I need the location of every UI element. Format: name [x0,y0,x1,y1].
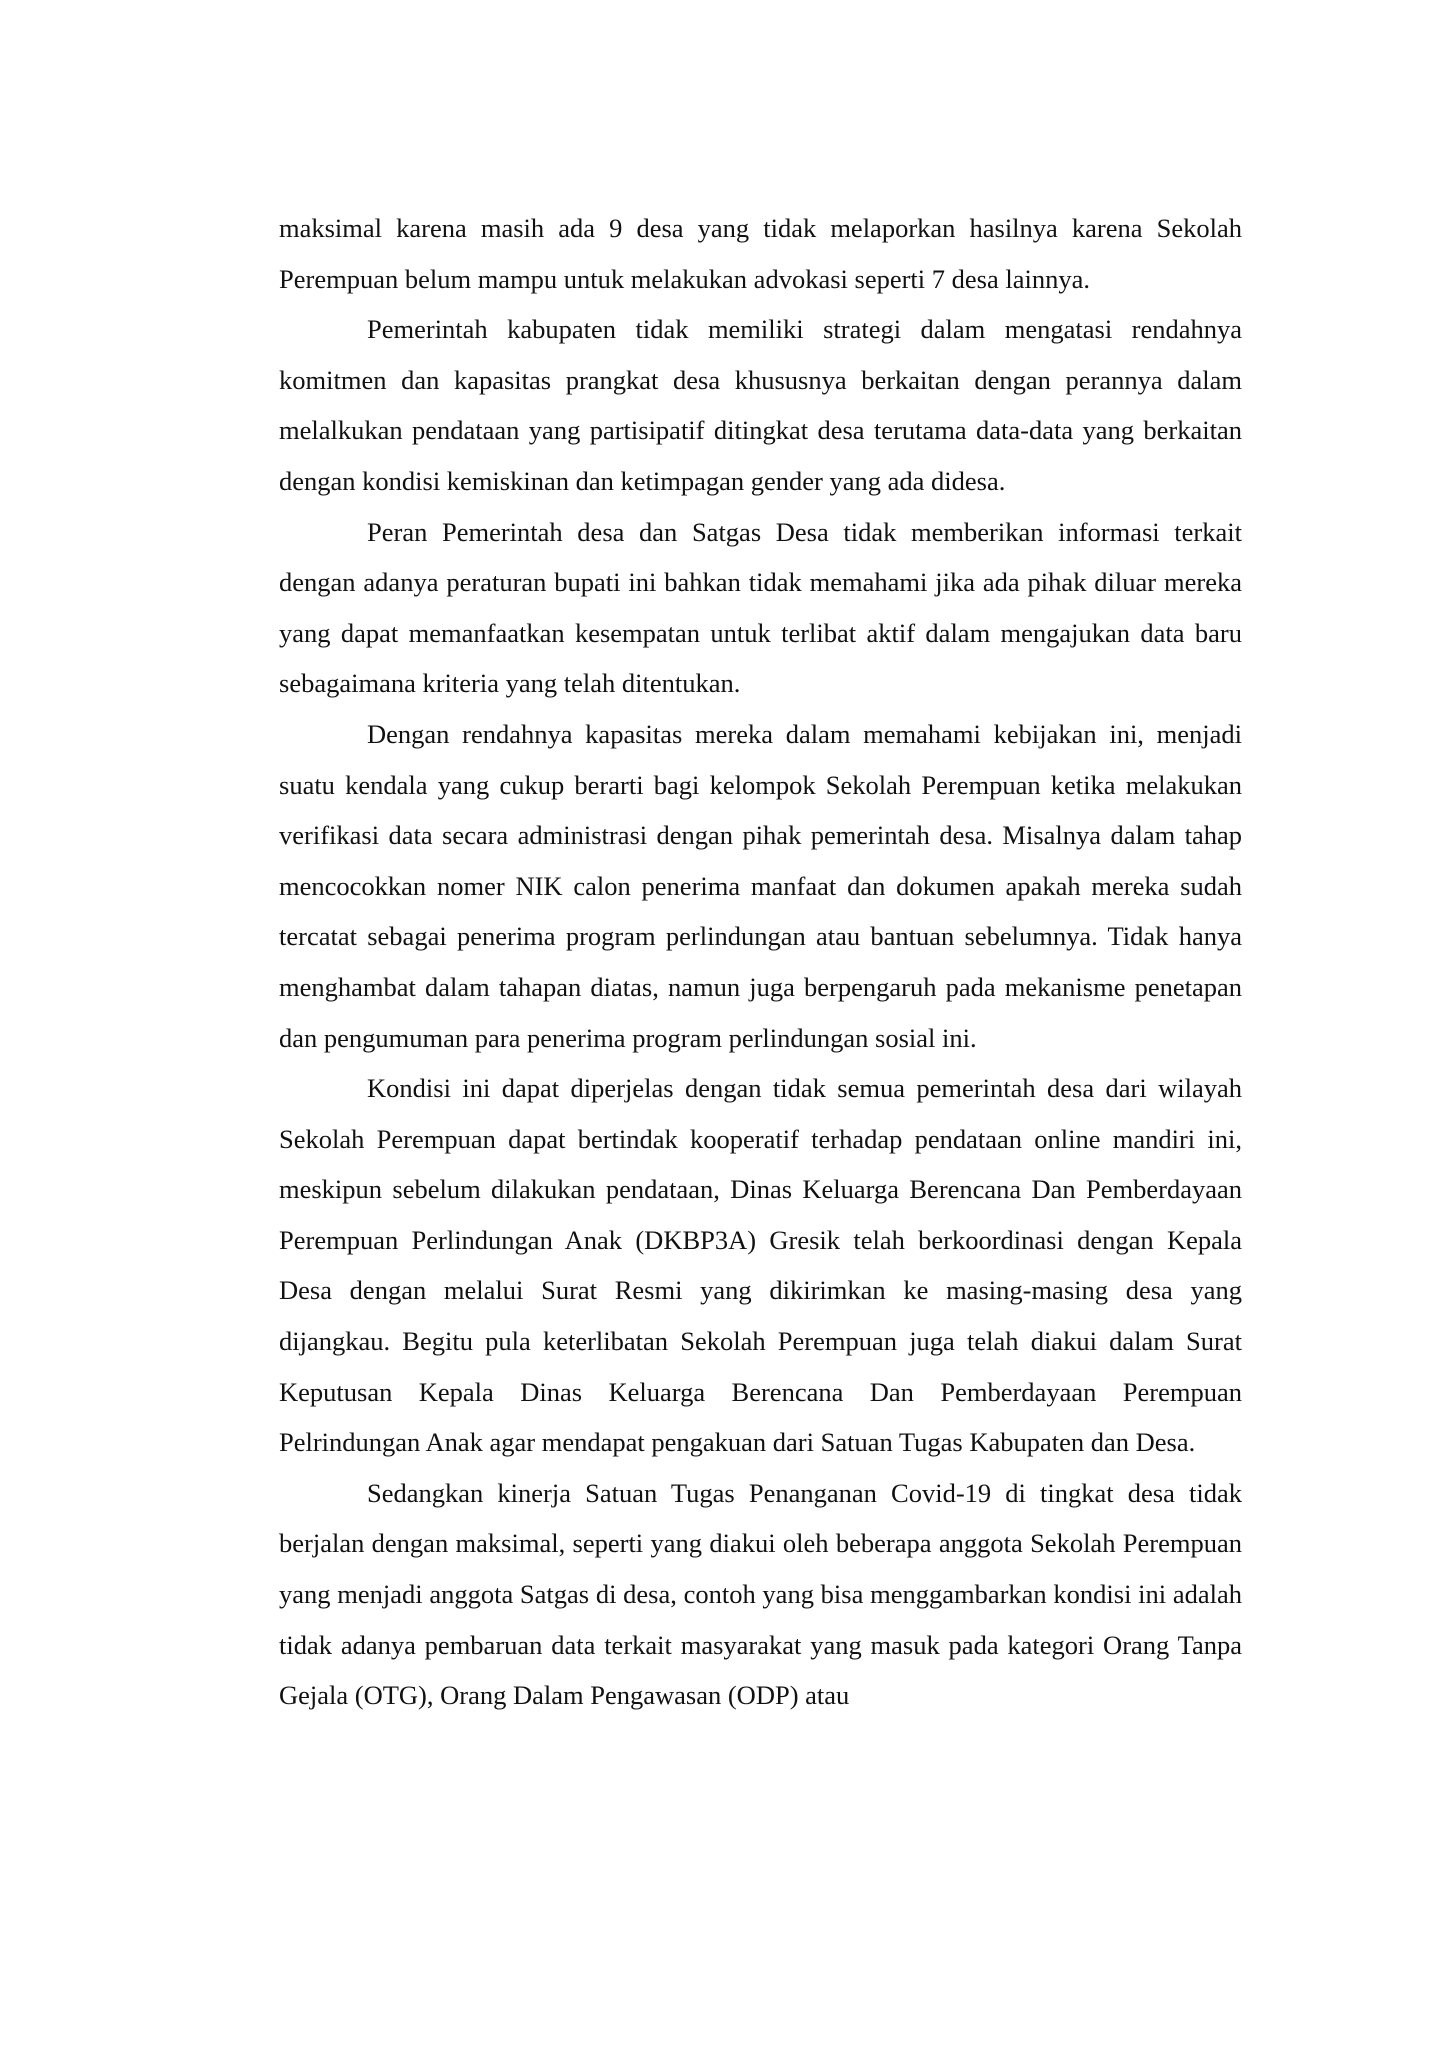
paragraph-5: Kondisi ini dapat diperjelas dengan tidak semua pemerintah desa dari wilayah Sekolah Perempuan dapat bertindak kooperatif terhadap pendataan online mandiri ini, meskipun sebelum dilakukan pendataan, Dinas Keluarga Berencana Dan Pemberdayaan Perempuan Perlindungan Anak (DKBP3A) Gresik telah berkoordinasi dengan Kepala Desa dengan melalui Surat Resmi yang dikirimkan ke masing-masing desa yang dijangkau. Begitu pula keterlibatan Sekolah Perempuan juga telah diakui dalam Surat Keputusan Kepala Dinas Keluarga Berencana Dan Pemberdayaan Perempuan Pelrindungan Anak agar mendapat pengakuan dari Satuan Tugas Kabupaten dan Desa. [279,1073,1242,1458]
paragraph-3: Peran Pemerintah desa dan Satgas Desa tidak memberikan informasi terkait dengan adanya peraturan bupati ini bahkan tidak memahami jika ada pihak diluar mereka yang dapat memanfaatkan kesempatan untuk terlibat aktif dalam mengajukan data baru sebagaimana kriteria yang telah ditentukan. [279,516,1242,699]
body-text [279,203,1242,1721]
paragraph-1: maksimal karena masih ada 9 desa yang tidak melaporkan hasilnya karena Sekolah Perempuan belum mampu untuk melakukan advokasi seperti 7 desa lainnya. [279,213,1242,294]
paragraph-4: Dengan rendahnya kapasitas mereka dalam memahami kebijakan ini, menjadi suatu kendala yang cukup berarti bagi kelompok Sekolah Perempuan ketika melakukan verifikasi data secara administrasi dengan pihak pemerintah desa. Misalnya dalam tahap mencocokkan nomer NIK calon penerima manfaat dan dokumen apakah mereka sudah tercatat sebagai penerima program perlindungan atau bantuan sebelumnya. Tidak hanya menghambat dalam tahapan diatas, namun juga berpengaruh pada mekanisme penetapan dan pengumuman para penerima program perlindungan sosial ini. [279,718,1242,1053]
paragraph-2: Pemerintah kabupaten tidak memiliki strategi dalam mengatasi rendahnya komitmen dan kapasitas prangkat desa khususnya berkaitan dengan perannya dalam melalkukan pendataan yang partisipatif ditingkat desa terutama data-data yang berkaitan dengan kondisi kemiskinan dan ketimpagan gender yang ada didesa. [279,314,1242,496]
paragraph-6: Sedangkan kinerja Satuan Tugas Penanganan Covid-19 di tingkat desa tidak berjalan dengan maksimal, seperti yang diakui oleh beberapa anggota Sekolah Perempuan yang menjadi anggota Satgas di desa, contoh yang bisa menggambarkan kondisi ini adalah tidak adanya pembaruan data terkait masyarakat yang masuk pada kategori Orang Tanpa Gejala (OTG), Orang Dalam Pengawasan (ODP) atau [279,1477,1242,1711]
